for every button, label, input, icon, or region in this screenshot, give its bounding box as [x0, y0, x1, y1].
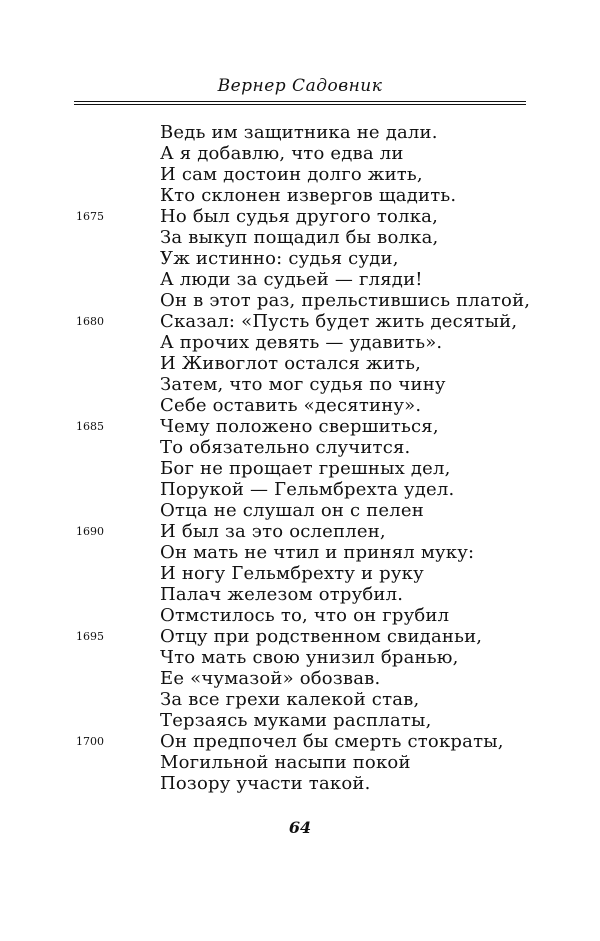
line-text: За выкуп пощадил бы волка,	[160, 227, 439, 248]
poem-line	[0, 689, 600, 710]
header-rule-top	[74, 101, 526, 102]
line-text: Он предпочел бы смерть стократы,	[160, 731, 504, 752]
poem-line	[0, 143, 600, 164]
line-number: 1680	[76, 315, 104, 328]
poem-line	[0, 668, 600, 689]
line-text: Порукой — Гельмбрехта удел.	[160, 479, 455, 500]
line-text: Ее «чумазой» обозвав.	[160, 668, 381, 689]
poem-line	[0, 710, 600, 731]
poem-line	[0, 395, 600, 416]
poem-line	[0, 227, 600, 248]
poem-line	[0, 626, 600, 647]
line-number: 1700	[76, 735, 104, 748]
line-number: 1675	[76, 210, 104, 223]
poem-line	[0, 164, 600, 185]
line-text: Отмстилось то, что он грубил	[160, 605, 450, 626]
line-text: А люди за судьей — гляди!	[160, 269, 423, 290]
line-text: Кто склонен извергов щадить.	[160, 185, 457, 206]
poem-line	[0, 752, 600, 773]
line-text: Затем, что мог судья по чину	[160, 374, 446, 395]
line-text: Себе оставить «десятину».	[160, 395, 422, 416]
poem-line	[0, 122, 600, 143]
line-text: Сказал: «Пусть будет жить десятый,	[160, 311, 518, 332]
poem-line	[0, 353, 600, 374]
poem-line	[0, 437, 600, 458]
line-text: А я добавлю, что едва ли	[160, 143, 404, 164]
line-text: Чему положено свершиться,	[160, 416, 439, 437]
poem-line	[0, 458, 600, 479]
line-text: И сам достоин долго жить,	[160, 164, 423, 185]
poem-line	[0, 773, 600, 794]
poem-line	[0, 479, 600, 500]
line-text: Ведь им защитника не дали.	[160, 122, 438, 143]
poem-line	[0, 185, 600, 206]
line-text: То обязательно случится.	[160, 437, 411, 458]
line-text: За все грехи калекой став,	[160, 689, 420, 710]
poem-line	[0, 374, 600, 395]
line-text: И ногу Гельмбрехту и руку	[160, 563, 424, 584]
poem-line	[0, 542, 600, 563]
line-text: Но был судья другого толка,	[160, 206, 438, 227]
poem-line	[0, 290, 600, 311]
line-text: И Живоглот остался жить,	[160, 353, 422, 374]
line-text: Могильной насыпи покой	[160, 752, 411, 773]
line-text: Отца не слушал он с пелен	[160, 500, 424, 521]
poem-line	[0, 311, 600, 332]
line-text: Терзаясь муками расплаты,	[160, 710, 432, 731]
poem-line	[0, 206, 600, 227]
poem-line	[0, 563, 600, 584]
page-number: 64	[288, 818, 312, 837]
line-text: Отцу при родственном свиданьи,	[160, 626, 483, 647]
line-number: 1695	[76, 630, 104, 643]
poem-line	[0, 647, 600, 668]
poem-line	[0, 332, 600, 353]
header-rule-bottom	[74, 104, 526, 105]
poem-line	[0, 584, 600, 605]
line-text: Уж истинно: судья суди,	[160, 248, 399, 269]
line-text: Он мать не чтил и принял муку:	[160, 542, 475, 563]
poem-line	[0, 248, 600, 269]
poem-line	[0, 731, 600, 752]
line-text: Он в этот раз, прельстившись платой,	[160, 290, 531, 311]
line-text: Что мать свою унизил бранью,	[160, 647, 459, 668]
line-text: Палач железом отрубил.	[160, 584, 404, 605]
poem-line	[0, 605, 600, 626]
line-text: А прочих девять — удавить».	[160, 332, 443, 353]
line-number: 1690	[76, 525, 104, 538]
poem-body	[0, 122, 600, 794]
running-header: Вернер Садовник	[217, 76, 383, 96]
poem-line	[0, 269, 600, 290]
line-text: И был за это ослеплен,	[160, 521, 386, 542]
line-text: Позору участи такой.	[160, 773, 371, 794]
line-number: 1685	[76, 420, 104, 433]
poem-line	[0, 521, 600, 542]
line-text: Бог не прощает грешных дел,	[160, 458, 451, 479]
poem-line	[0, 416, 600, 437]
poem-line	[0, 500, 600, 521]
